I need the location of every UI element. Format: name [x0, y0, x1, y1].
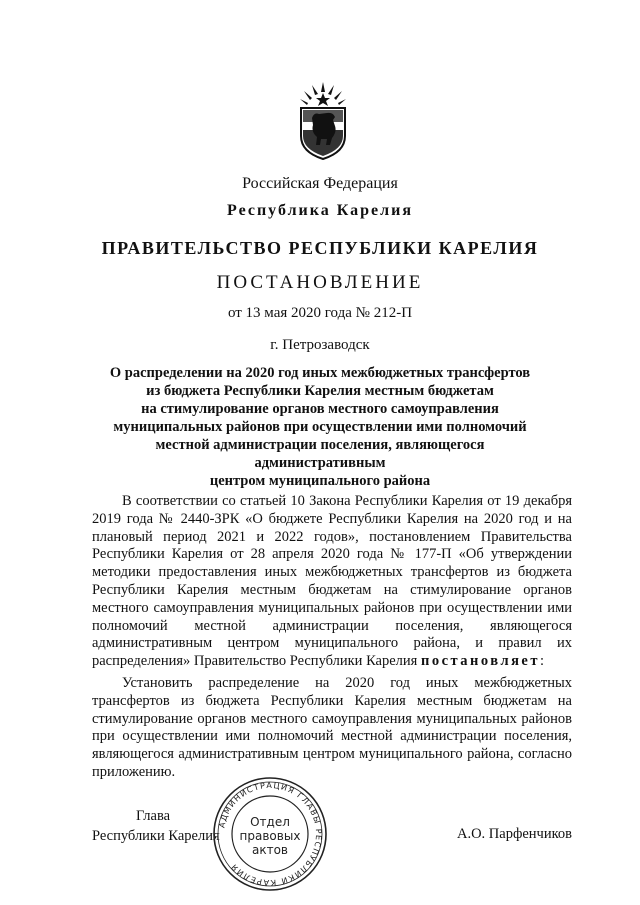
- title-line: из бюджета Республики Карелия местным бюджетам: [146, 383, 494, 399]
- signatory-title-line2: Республики Карелия: [92, 828, 220, 844]
- title-line: О распределении на 2020 год иных межбюджетных трансфертов: [109, 365, 531, 381]
- karelia-coat-of-arms-icon: [297, 82, 349, 160]
- signatory-name: А.О. Парфенчиков: [456, 826, 572, 842]
- body-paragraph-2: [92, 675, 572, 782]
- resolves-punct: :: [539, 653, 545, 670]
- paragraph-text: В соответствии со статьей 10 Закона Республики Карелия от 19 декабря 2019 года № 2440-ЗРК «О бюджете Республики Карелия на 2020 год и на плановый период 2021 и 2022 годов», постановлением Правительства Республики Карелия от 28 апреля 2020 года № 177-П «Об утверждении методики предоставления иных межбюджетных трансфертов из бюджета Республики Карелия местным бюджетам на стимулирование органов местного самоуправления муниципальных районов при осуществлении ими полномочий местной администрации поселения, являющегося административным центром муниципального района, и правил их распределения» Правительство Республики Карелия: [92, 493, 572, 670]
- signatory-title: [92, 806, 222, 846]
- title-line: местной администрации поселения, являющегося административным: [155, 437, 485, 471]
- title-line: муниципальных районов при осуществлении ими полномочий: [113, 419, 527, 435]
- country-name: Российская Федерация: [242, 175, 398, 192]
- document-title: [90, 364, 550, 490]
- title-line: на стимулирование органов местного самоуправления: [141, 401, 499, 417]
- document-type: ПОСТАНОВЛЕНИЕ: [216, 272, 424, 293]
- paragraph-text: Установить распределение на 2020 год иных межбюджетных трансфертов из бюджета Республики Карелия местным бюджетам на стимулирование органов местного самоуправления муниципальных районов при осуществлении ими полномочий местной администрации поселения, являющегося административным центром муниципального района, согласно приложению.: [92, 675, 572, 780]
- stamp-line1: Отдел: [250, 815, 290, 829]
- stamp-line2: правовых: [239, 829, 301, 843]
- government-name: ПРАВИТЕЛЬСТВО РЕСПУБЛИКИ КАРЕЛИЯ: [101, 238, 539, 258]
- signatory-title-line1: Глава: [136, 808, 171, 824]
- republic-name: Республика Карелия: [227, 202, 413, 219]
- document-city: г. Петрозаводск: [270, 337, 370, 353]
- body-paragraph-1: [92, 493, 572, 671]
- official-stamp: [212, 776, 328, 892]
- document-date-number: от 13 мая 2020 года № 212-П: [227, 305, 413, 321]
- stamp-line3: актов: [251, 843, 289, 857]
- stamp-ring-text: АДМИНИСТРАЦИЯ ГЛАВЫ РЕСПУБЛИКИ КАРЕЛИЯ: [217, 780, 324, 888]
- resolves-word: постановляет: [420, 653, 540, 670]
- title-line: центром муниципального района: [209, 473, 431, 489]
